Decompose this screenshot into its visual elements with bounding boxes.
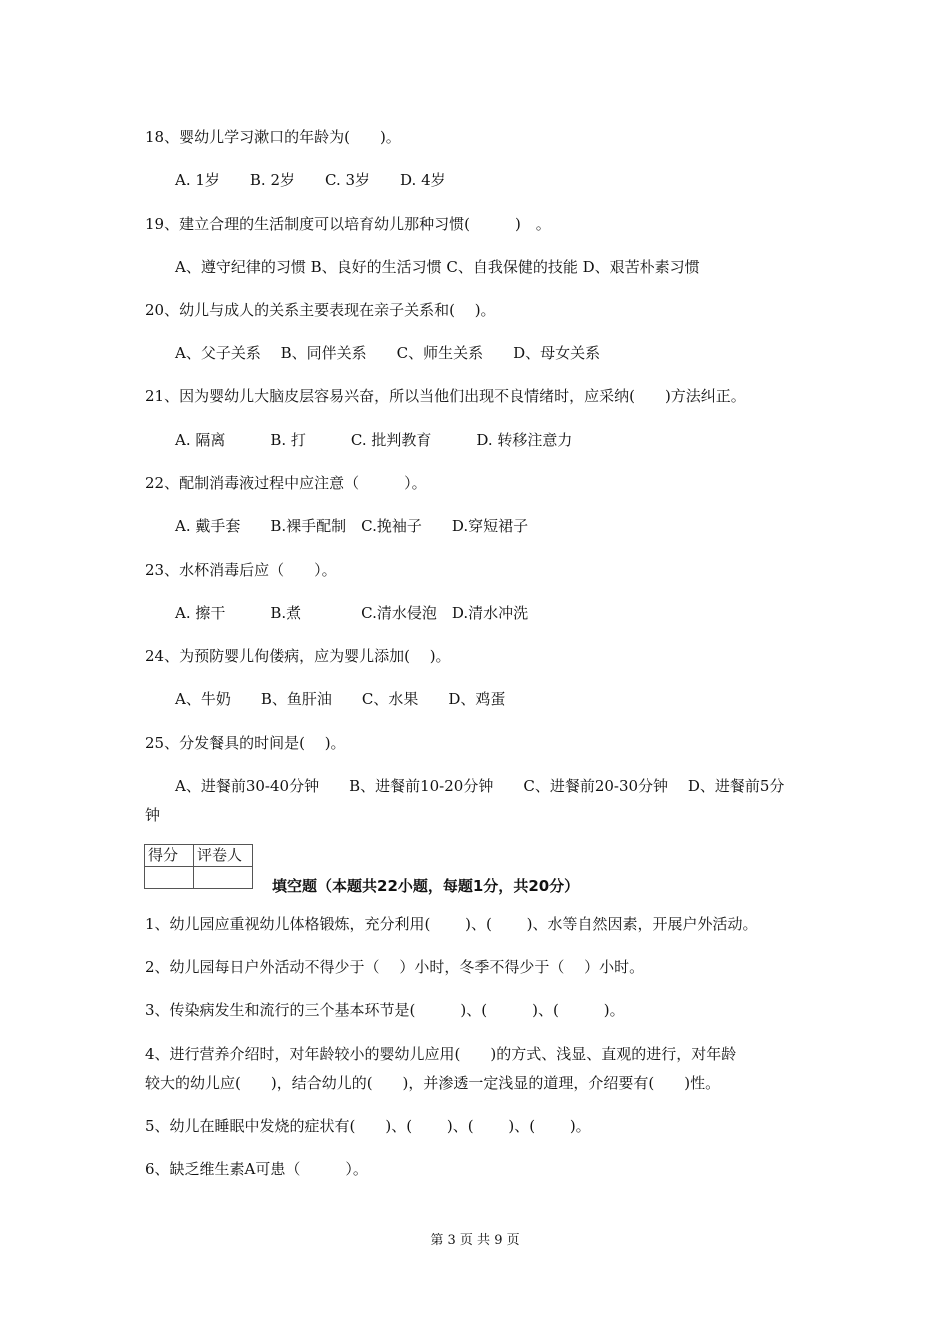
fill-question-4: 4、进行营养介绍时，对年龄较小的婴幼儿应用( )的方式、浅显、直观的进行，对年龄 <box>145 1045 737 1063</box>
fill-question-4-cont: 较大的幼儿应( )，结合幼儿的( )，并渗透一定浅显的道理，介绍要有( )性。 <box>145 1074 721 1092</box>
question-20-options: A、父子关系 B、同伴关系 C、师生关系 D、母女关系 <box>175 344 601 362</box>
fill-question-5: 5、幼儿在睡眠中发烧的症状有( )、( )、( )、( )。 <box>145 1117 591 1135</box>
question-24-options: A、牛奶 B、鱼肝油 C、水果 D、鸡蛋 <box>175 690 506 708</box>
grader-cell <box>194 867 253 889</box>
fill-question-2: 2、幼儿园每日户外活动不得少于（ ）小时，冬季不得少于（ ）小时。 <box>145 958 645 976</box>
section-title: 填空题（本题共22小题，每题1分，共20分） <box>272 877 580 895</box>
question-18-options: A. 1岁 B. 2岁 C. 3岁 D. 4岁 <box>175 171 446 189</box>
question-21: 21、因为婴幼儿大脑皮层容易兴奋，所以当他们出现不良情绪时，应采纳( )方法纠正。 <box>145 387 746 405</box>
question-19-options: A、遵守纪律的习惯 B、良好的生活习惯 C、自我保健的技能 D、艰苦朴素习惯 <box>175 258 700 276</box>
question-25: 25、分发餐具的时间是( )。 <box>145 734 346 752</box>
question-24: 24、为预防婴儿佝偻病，应为婴儿添加( )。 <box>145 647 451 665</box>
question-22-options: A. 戴手套 B.裸手配制 C.挽袖子 D.穿短裙子 <box>175 517 529 535</box>
question-23: 23、水杯消毒后应（ ）。 <box>145 561 337 579</box>
fill-question-1: 1、幼儿园应重视幼儿体格锻炼，充分利用( )、( )、水等自然因素，开展户外活动。 <box>145 915 758 933</box>
fill-question-6: 6、缺乏维生素A可患（ ）。 <box>145 1160 368 1178</box>
question-22: 22、配制消毒液过程中应注意（ ）。 <box>145 474 427 492</box>
question-25-options: A、进餐前30-40分钟 B、进餐前10-20分钟 C、进餐前20-30分钟 D、进餐前5分 <box>175 777 785 795</box>
question-25-options-wrap: 钟 <box>145 806 161 824</box>
question-18: 18、婴幼儿学习漱口的年龄为( )。 <box>145 128 401 146</box>
score-cell <box>145 867 194 889</box>
score-header: 得分 <box>145 845 194 867</box>
score-table <box>144 844 253 889</box>
question-21-options: A. 隔离 B. 打 C. 批判教育 D. 转移注意力 <box>175 431 573 449</box>
fill-question-3: 3、传染病发生和流行的三个基本环节是( )、( )、( )。 <box>145 1001 625 1019</box>
question-20: 20、幼儿与成人的关系主要表现在亲子关系和( )。 <box>145 301 496 319</box>
question-23-options: A. 擦干 B.煮 C.清水侵泡 D.清水冲洗 <box>175 604 529 622</box>
question-19: 19、建立合理的生活制度可以培育幼儿那种习惯( ) 。 <box>145 215 551 233</box>
page-footer: 第 3 页 共 9 页 <box>430 1233 520 1248</box>
grader-header: 评卷人 <box>194 845 253 867</box>
